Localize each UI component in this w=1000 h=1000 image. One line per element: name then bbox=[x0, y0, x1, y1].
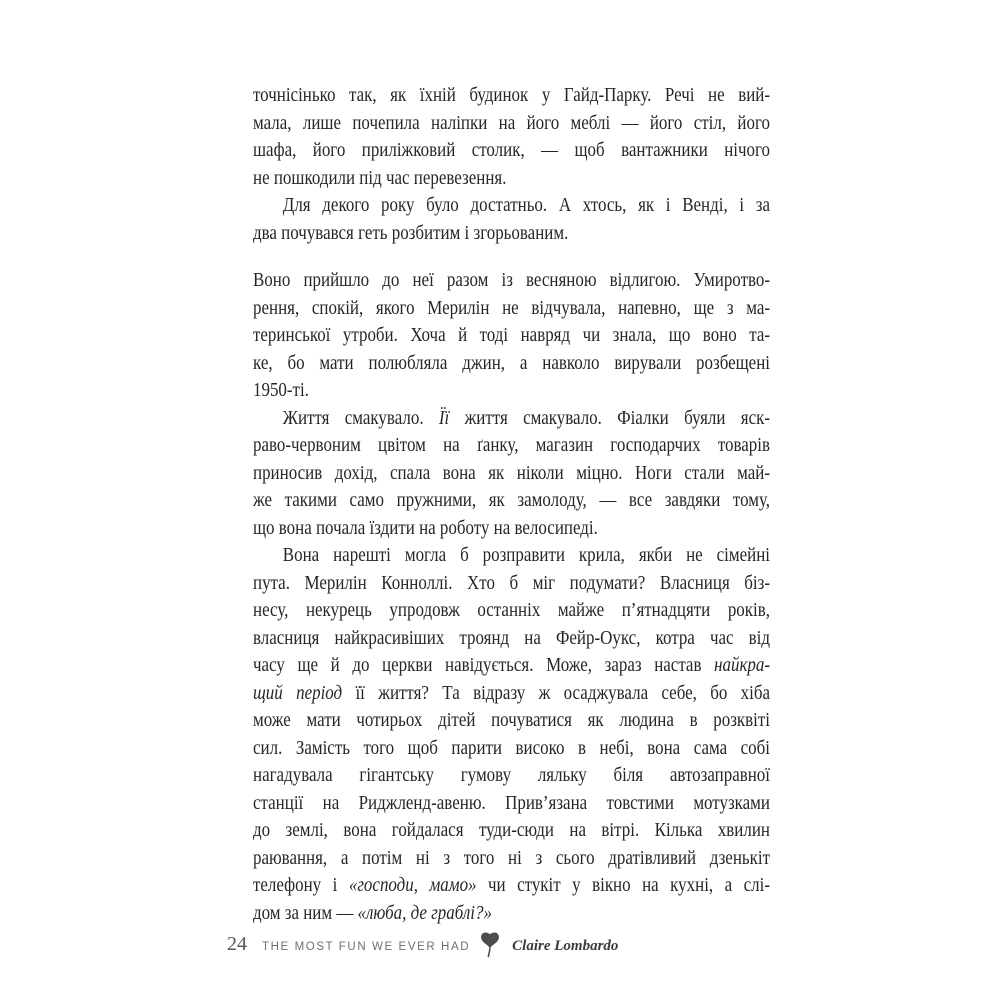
text-line: рення, спокій, якого Мерилін не відчувала, напевно, ще з ма- bbox=[253, 296, 770, 319]
text-line: ке, бо мати полюбляла джин, а навколо вирували розбещені bbox=[253, 351, 770, 374]
text-line: не пошкодили під час перевезення. bbox=[253, 166, 507, 189]
text-line: нагадувала гігантську гумову ляльку біля автозаправної bbox=[253, 764, 770, 786]
text-line: Воно прийшло до неї разом із весняною відлигою. Умиротво- bbox=[253, 269, 770, 291]
text-line: Вона нарешті могла б розправити крила, якби не сімейні bbox=[282, 544, 770, 566]
author-name: Claire Lombardo bbox=[512, 938, 619, 954]
text-line: може мати чотирьох дітей почуватися як людина в розквіті bbox=[253, 709, 770, 731]
heart-leaf-icon bbox=[480, 931, 500, 959]
text-line: до землі, вона гойдалася туди-сюди на вітрі. Кілька хвилин bbox=[253, 819, 770, 841]
page-number: 24 bbox=[227, 933, 247, 955]
text-line: щий період її життя? Та відразу ж осаджувала себе, бо хіба bbox=[253, 681, 770, 704]
text-line: часу ще й до церкви навідується. Може, зараз настав найкра- bbox=[253, 654, 770, 676]
paragraph bbox=[253, 405, 770, 543]
text-line: телефону і «господи, мамо» чи стукіт у вікно на кухні, а слі- bbox=[253, 874, 770, 896]
paragraph bbox=[253, 192, 770, 247]
text-line: несу, некурець упродовж останніх майже п’ятнадцяти років, bbox=[253, 599, 770, 621]
text-line: точнісінько так, як їхній будинок у Гайд-Парку. Речі не вий- bbox=[253, 84, 770, 106]
text-line: мала, лише почепила наліпки на його меблі — його стіл, його bbox=[253, 111, 770, 134]
page-footer bbox=[227, 933, 618, 959]
text-line: раювання, а потім ні з того ні з сього дратівливий дзенькіт bbox=[253, 846, 770, 869]
text-line: пута. Мерилін Конноллі. Хто б міг подумати? Власниця біз- bbox=[253, 571, 770, 594]
text-line: сил. Замість того щоб парити високо в небі, вона сама собі bbox=[253, 736, 770, 759]
book-title: THE MOST FUN WE EVER HAD bbox=[262, 941, 471, 953]
text-line: шафа, його приліжковий столик, — щоб вантажники нічого bbox=[253, 139, 770, 161]
text-line: теринської утроби. Хоча й тоді навряд чи знала, що воно та- bbox=[253, 324, 770, 346]
text-line: власниця найкрасивіших троянд на Фейр-Оукс, котра час від bbox=[253, 626, 770, 649]
text-line: Життя смакувало. Її життя смакувало. Фіалки буяли яск- bbox=[282, 406, 770, 429]
paragraph bbox=[253, 267, 770, 405]
text-line: дом за ним — «люба, де граблі?» bbox=[253, 901, 492, 924]
text-line: приносив дохід, спала вона як ніколи міцно. Ноги стали май- bbox=[253, 461, 770, 484]
text-line: 1950-ті. bbox=[253, 379, 309, 401]
text-line: же такими само пружними, як замолоду, — все завдяки тому, bbox=[253, 489, 770, 511]
paragraph bbox=[253, 82, 770, 192]
body-text bbox=[253, 82, 770, 927]
paragraph bbox=[253, 542, 770, 927]
text-line: що вона почала їздити на роботу на велосипеді. bbox=[253, 516, 598, 539]
text-line: станції на Риджленд-авеню. Прив’язана товстими мотузками bbox=[253, 791, 770, 814]
text-line: раво-червоним цвітом на ґанку, магазин господарчих товарів bbox=[253, 434, 770, 456]
text-line: Для декого року було достатньо. А хтось, як і Венді, і за bbox=[282, 194, 770, 216]
text-line: два почувався геть розбитим і згорьованим. bbox=[253, 221, 569, 244]
